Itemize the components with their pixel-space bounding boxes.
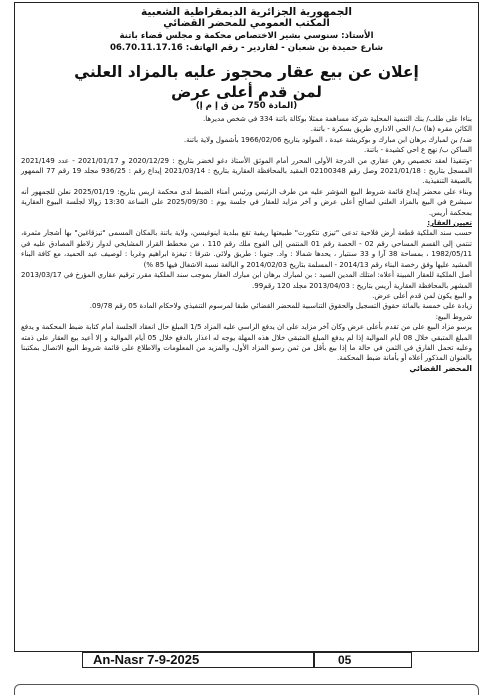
property-heading: تعيين العقار: xyxy=(427,218,472,228)
office-header: المكتب العمومي للمحضر القضائي xyxy=(163,18,330,29)
address-line: شارع حميدة بن شعبان - لفاردير - رقم الهاتف: 06.70.11.17.16 xyxy=(109,43,384,53)
conditions-text: يرسو مزاد البيع على من تقدم بأعلى عرض وكان آخر مزايد على ان يدفع الراسي عليه المزاد 1/5 المبلغ حال انعقاد الجلسة أمام كتابة ضبط المحكمة و يدفع المبلغ المتبقي خلال 08 أيام الموالية إذا لم يدفع المبلغ المتبقي خلال هذه المهلة يوجه له اعذار بالدفع خلال 05 أيام الموالية و إلا أعيد بيع العقار على ذمته وعليه تحمل الفارق في الثمن في حالة ما إذا بيع بأقل من ثمن رسو المزاد الأول، والمزيد من المعلومات والاطلاع على قائمة شروط البيع الاتصال بمكتبنا بالعنوان المذكور أعلاه أو بأمانة ضبط المحكمة. xyxy=(21,322,472,363)
body-paragraph: الساكن ب/ نهج ع احي كشيدة - باتنة. xyxy=(363,145,472,155)
page-footer xyxy=(82,652,412,668)
body-paragraph: وبناء على محضر إيداع قائمة شروط البيع المؤشر عليه من طرف الرئيس ورئيس أمناء الضبط لدى محكمة اريس بتاريخ: 2025/01/19 نعلن للجمهور أنه سيشرع في البيع بالمزاد العلني لصالح أعلى عرض و آخر مزايد للعقار في جلسة يوم : 2025/09/30 على الساعة 13:30 زوالا لجلسة البيوع العقارية بمحكمة أريس. xyxy=(21,186,472,217)
notice-body xyxy=(21,114,472,374)
republic-header: الجمهورية الجزائرية الديمقراطية الشعبية xyxy=(141,6,352,18)
notice-subtitle: لمن قدم أعلى عرض xyxy=(171,83,322,101)
conditions-heading: شروط البيع: xyxy=(435,311,472,321)
body-paragraph: ضد/ بن لمبارك برهان ابن مبارك و بوكريشة عيدة ، المولود بتاريخ 1966/02/06 بأشمول ولاية باتنة. xyxy=(183,134,472,144)
signature: المحضر القضائي xyxy=(409,363,472,373)
page-number: 05 xyxy=(338,653,352,667)
article-reference: (المادة 750 من ق إ م إ) xyxy=(195,101,298,111)
fees-paragraph: زيادة على خمسة بالمائة حقوق التسجيل والحقوق التناسبية للمحضر القضائي طبقا لمرسوم التنفيذي ولاحكام المادة 05 رقم 09/78. xyxy=(89,301,472,311)
next-notice-edge xyxy=(14,684,479,695)
newspaper-date: An-Nasr 7-9-2025 xyxy=(93,652,200,667)
legal-notice xyxy=(14,2,479,652)
property-description: حسب سند الملكية قطعة أرض فلاحية تدعى "تيزي نتكورت" طبيعتها ريفية تقع ببلدية اينوغيسن، ولاية باتنة بالمكان المسمى "تيزقاغين" بها أشجار مثمرة، تنتمي إلى القسم المساحي رقم 02 - الحصة رقم 01 المنتمي إلى الفوج ملك رقم 110 ، من مخطط القرار المشايخي لدوار زلاطو المصادق عليه في 1982/05/11 ، بمساحة 38 آرا و 33 سنتيار ، يحدها شمالا : واد. جنوبا : طريق ولائي. شرقا : تيغزة ابراهيم وغربا : لوصيف عبد الحميد، مع كافة البناء المشيد عليها وفق رخصة البناء رقم 2014/13 - المسلمة بتاريخ 2014/02/03 و البالغة نسبة الاشغال فيها 85 %) xyxy=(21,228,473,269)
body-paragraph: بناءا على طلب/ بنك التنمية المحلية شركة مساهمة ممثلا بوكالة باتنة 334 في شخص مديرها. xyxy=(203,114,472,123)
notice-title: إعلان عن بيع عقار محجوز عليه بالمزاد العلني xyxy=(74,63,419,81)
sale-line: و البيع يكون لمن قدم أعلى عرض. xyxy=(372,290,472,300)
bailiff-line: الأستاذ: سنوسي بشير الاختصاص محكمة و مجلس قضاء باتنة xyxy=(119,31,374,41)
body-paragraph: الكائن مقره (ها) ب/ الحي الاداري طريق بسكرة - باتنة. xyxy=(310,124,472,134)
body-paragraph: -وتنفيذا لعقد تخصيص رهن عقاري من الدرجة الأولى المحرر أمام الموثق الأستاذ دغو لخضر بتاريخ : 2020/12/29 و 2021/01/17 - عدد 2021/149 المسجل بتاريخ : 2021/01/18 وصل رقم 02100348 المقيد بالمحافظة العقارية بتاريخ : 2021/03/14 إيداع رقم : 936/25 مجلد 19 رقم 77 الممهور بالصيغة التنفيذية. xyxy=(21,155,473,186)
ownership-origin: أصل الملكية للعقار المبينة أعلاه: امتلك المدين السيد : بن لمبارك برهان ابن مبارك العقار بموجب سند الملكية مقرر ترقيم عقاري المؤرخ في 2013/03/17 المشهر بالمحافظة العقارية أريس بتاريخ : 2013/04/03 مجلد 120 رقم99. xyxy=(21,270,472,290)
footer-divider xyxy=(313,653,315,667)
